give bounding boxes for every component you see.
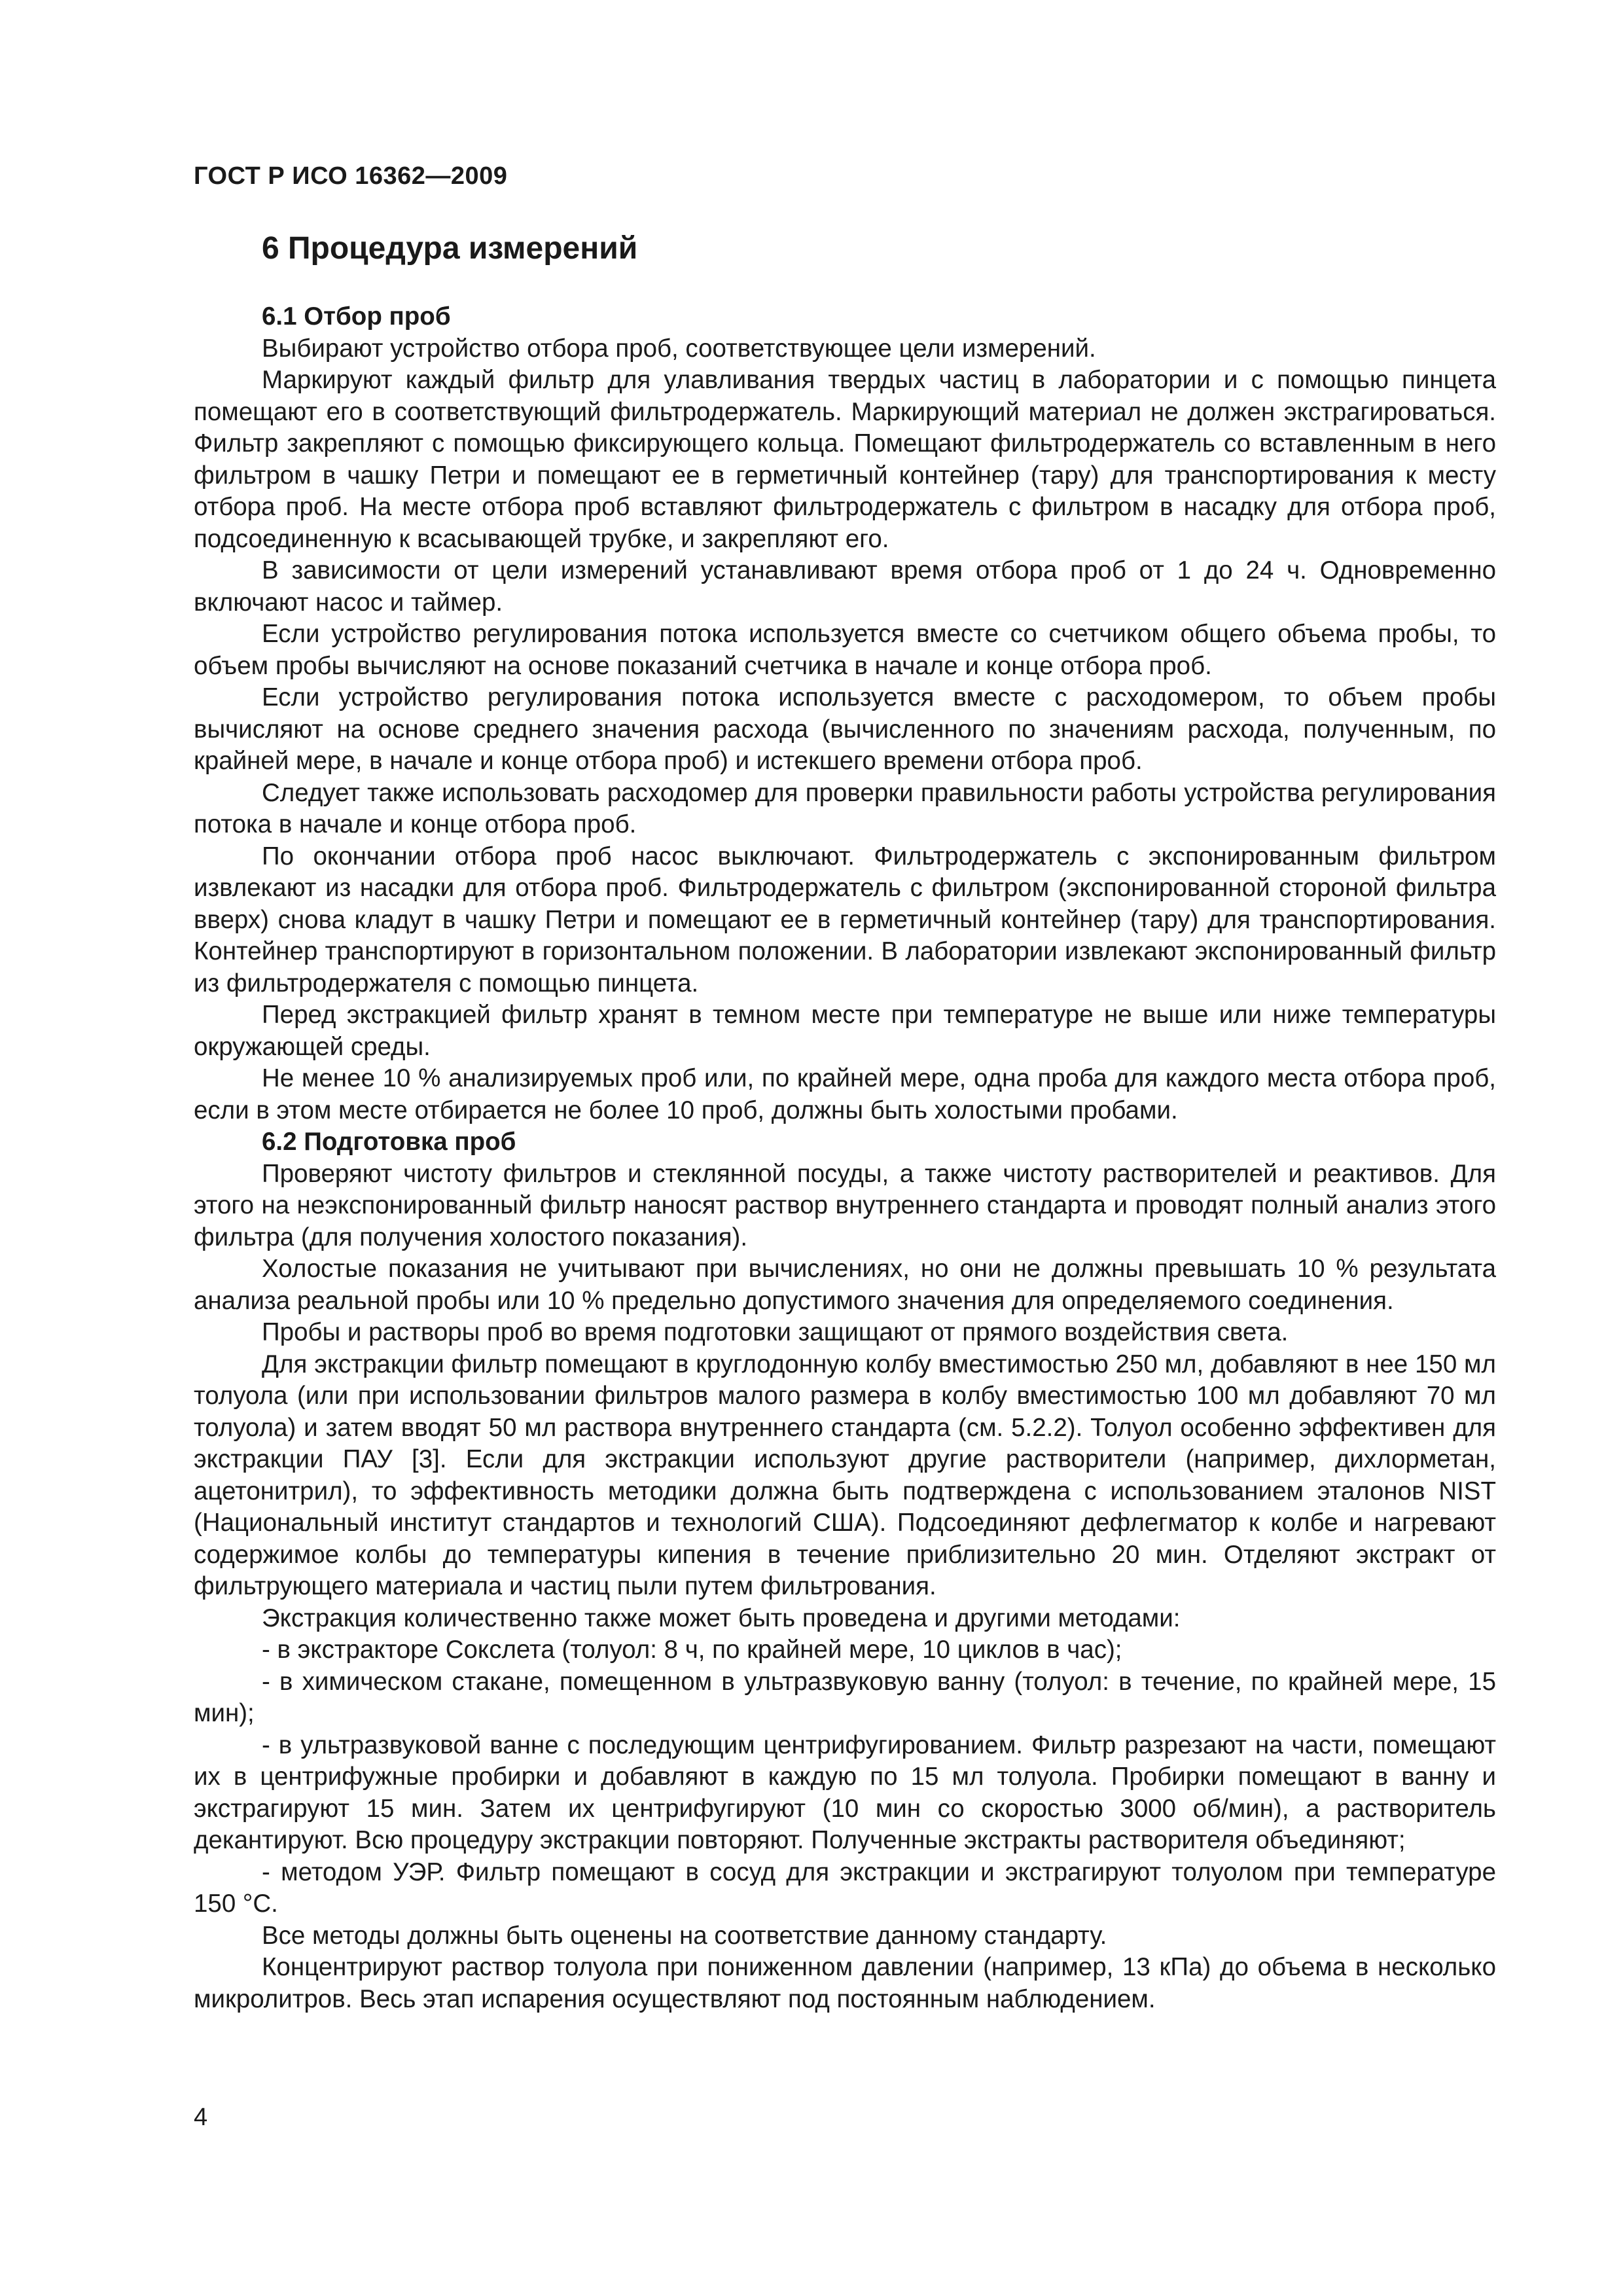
paragraph: В зависимости от цели измерений устанавливают время отбора проб от 1 до 24 ч. Одновременно включают насос и таймер.: [194, 556, 1496, 617]
list-item: - в ультразвуковой ванне с последующим центрифугированием. Фильтр разрезают на части, помещают их в центрифужные пробирки и добавляют в каждую по 15 мл толуола. Пробирки помещают в ванну и экстрагируют 15 мин. Затем их центрифугируют (10 мин со скоростью 3000 об/мин), а растворитель декантируют. Всю процедуру экстракции повторяют. Полученные экстракты растворителя объединяют;: [194, 1731, 1496, 1854]
paragraph: Для экстракции фильтр помещают в круглодонную колбу вместимостью 250 мл, добавляют в нее 150 мл толуола (или при использовании фильтров малого размера в колбу вместимостью 100 мл добавляют 70 мл толуола) и затем вводят 50 мл раствора внутреннего стандарта (см. 5.2.2). Толуол особенно эффективен для экстракции ПАУ [3]. Если для экстракции используют другие растворители (например, дихлорметан, ацетонитрил), то эффективность методики должна быть подтверждена с использованием эталонов NIST (Национальный институт стандартов и технологий США). Подсоединяют дефлегматор к колбе и нагревают содержимое колбы до температуры кипения в течение приблизительно 20 мин. Отделяют экстракт от фильтрующего материала и частиц пыли путем фильтрования.: [194, 1350, 1496, 1600]
paragraph: Если устройство регулирования потока используется вместе со счетчиком общего объема пробы, то объем пробы вычисляют на основе показаний счетчика в начале и конце отбора проб.: [194, 620, 1496, 680]
paragraph: Маркируют каждый фильтр для улавливания твердых частиц в лаборатории и с помощью пинцета помещают его в соответствующий фильтродержатель. Маркирующий материал не должен экстрагироваться. Фильтр закрепляют с помощью фиксирующего кольца. Помещают фильтродержатель со вставленным в него фильтром в чашку Петри и помещают ее в герметичный контейнер (тару) для транспортирования к месту отбора проб. На месте отбора проб вставляют фильтродержатель с фильтром в насадку для отбора проб, подсоединенную к всасывающей трубке, и закрепляют его.: [194, 366, 1496, 553]
page-number: 4: [194, 2104, 208, 2131]
paragraph: Концентрируют раствор толуола при пониженном давлении (например, 13 кПа) до объема в несколько микролитров. Весь этап испарения осуществляют под постоянным наблюдением.: [194, 1953, 1496, 2013]
list-item: - в экстракторе Сокслета (толуол: 8 ч, по крайней мере, 10 циклов в час);: [262, 1636, 1122, 1664]
paragraph: Если устройство регулирования потока используется вместе с расходомером, то объем пробы вычисляют на основе среднего значения расхода (вычисленного по значениям расхода, полученным, по крайней мере, в начале и конце отбора проб) и истекшего времени отбора проб.: [194, 683, 1496, 775]
paragraph: Выбирают устройство отбора проб, соответствующее цели измерений.: [262, 334, 1096, 363]
paragraph: Проверяют чистоту фильтров и стеклянной посуды, а также чистоту растворителей и реактивов. Для этого на неэкспонированный фильтр наносят раствор внутреннего стандарта и проводят полный анализ этого фильтра (для получения холостого показания).: [194, 1159, 1496, 1251]
paragraph: Не менее 10 % анализируемых проб или, по крайней мере, одна проба для каждого места отбора проб, если в этом месте отбирается не более 10 проб, должны быть холостыми пробами.: [194, 1064, 1496, 1124]
subheading-6-2: 6.2 Подготовка проб: [262, 1128, 516, 1156]
list-item: - методом УЭР. Фильтр помещают в сосуд для экстракции и экстрагируют толуолом при температуре 150 °С.: [194, 1857, 1496, 1918]
subheading-6-1: 6.1 Отбор проб: [262, 302, 451, 331]
section-title: 6 Процедура измерений: [262, 231, 638, 266]
paragraph: Все методы должны быть оценены на соответствие данному стандарту.: [262, 1921, 1107, 1950]
paragraph: Перед экстракцией фильтр хранят в темном месте при температуре не выше или ниже температуры окружающей среды.: [194, 1001, 1496, 1061]
paragraph: Экстракция количественно также может быть проведена и другими методами:: [262, 1604, 1181, 1632]
paragraph: По окончании отбора проб насос выключают. Фильтродержатель с экспонированным фильтром извлекают из насадки для отбора проб. Фильтродержатель с фильтром (экспонированной стороной фильтра вверх) снова кладут в чашку Петри и помещают ее в герметичный контейнер (тару) для транспортирования. Контейнер транспортируют в горизонтальном положении. В лаборатории извлекают экспонированный фильтр из фильтродержателя с помощью пинцета.: [194, 842, 1496, 997]
document-body: [194, 301, 1496, 2015]
list-item: - в химическом стакане, помещенном в ультразвуковую ванну (толуол: в течение, по крайней мере, 15 мин);: [194, 1667, 1496, 1727]
paragraph: Пробы и растворы проб во время подготовки защищают от прямого воздействия света.: [262, 1318, 1289, 1346]
document-header: ГОСТ Р ИСО 16362—2009: [194, 162, 508, 190]
paragraph: Следует также использовать расходомер для проверки правильности работы устройства регулирования потока в начале и конце отбора проб.: [194, 778, 1496, 838]
paragraph: Холостые показания не учитывают при вычислениях, но они не должны превышать 10 % результата анализа реальной пробы или 10 % предельно допустимого значения для определяемого соединения.: [194, 1255, 1496, 1315]
